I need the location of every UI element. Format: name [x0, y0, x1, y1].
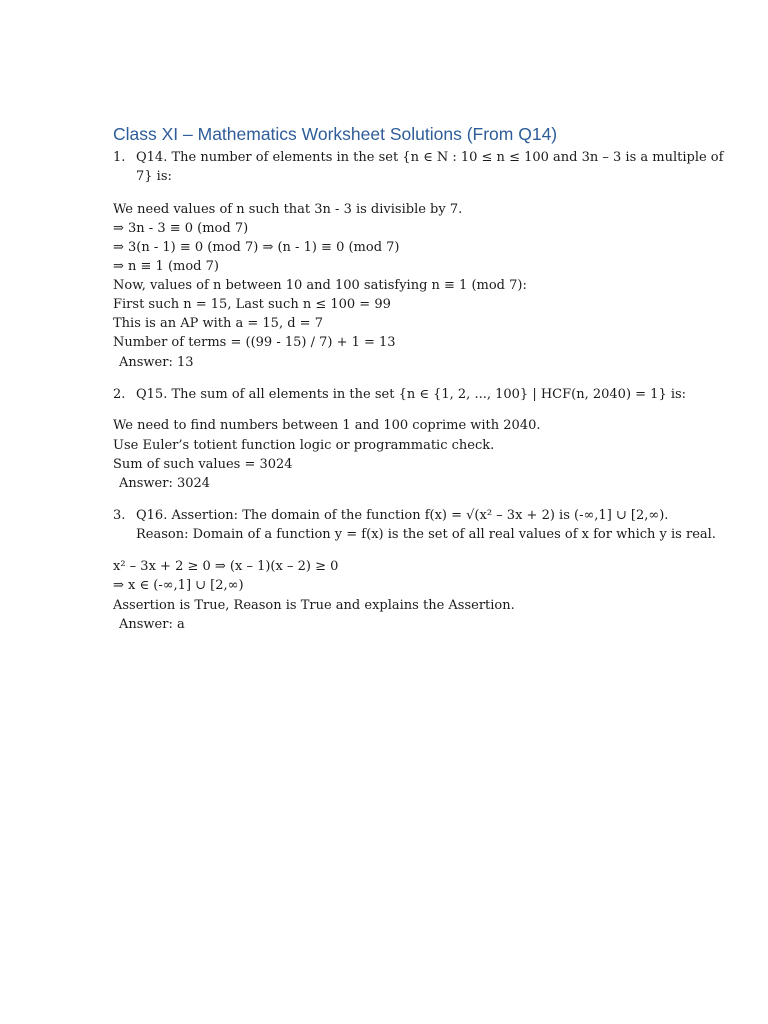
- solution-line: x² – 3x + 2 ≥ 0 ⇒ (x – 1)(x – 2) ≥ 0: [113, 559, 339, 574]
- solution-line: ⇒ 3(n - 1) ≡ 0 (mod 7) ⇒ (n - 1) ≡ 0 (mod 7): [113, 240, 400, 255]
- question-number: 3.: [113, 508, 126, 523]
- solution-line: ⇒ 3n - 3 ≡ 0 (mod 7): [113, 221, 249, 236]
- question-text-line: 7} is:: [136, 169, 172, 184]
- solution-line: Number of terms = ((99 - 15) / 7) + 1 = 13: [113, 335, 396, 350]
- solution-line: Assertion is True, Reason is True and explains the Assertion.: [113, 598, 515, 613]
- solution-line: Sum of such values = 3024: [113, 457, 293, 472]
- solution-line: This is an AP with a = 15, d = 7: [113, 316, 323, 331]
- question-text-line: Q15. The sum of all elements in the set {n ∈ {1, 2, ..., 100} | HCF(n, 2040) = 1} is:: [136, 387, 687, 402]
- solution-line: We need values of n such that 3n - 3 is divisible by 7.: [113, 202, 463, 217]
- answer-line: Answer: a: [119, 617, 185, 632]
- solution-line: Now, values of n between 10 and 100 satisfying n ≡ 1 (mod 7):: [113, 278, 527, 293]
- solution-line: ⇒ n ≡ 1 (mod 7): [113, 259, 219, 274]
- answer-line: Answer: 3024: [119, 476, 211, 491]
- question-text-line: Q14. The number of elements in the set {n ∈ N : 10 ≤ n ≤ 100 and 3n – 3 is a multiple of: [136, 150, 724, 165]
- solution-line: First such n = 15, Last such n ≤ 100 = 99: [113, 297, 391, 312]
- question-number: 1.: [113, 150, 126, 165]
- solution-line: Use Euler’s totient function logic or programmatic check.: [113, 438, 495, 453]
- solution-line: We need to find numbers between 1 and 100 coprime with 2040.: [113, 418, 541, 433]
- question-number: 2.: [113, 387, 126, 402]
- question-text-line: Reason: Domain of a function y = f(x) is the set of all real values of x for which y is real.: [136, 527, 716, 542]
- solution-line: ⇒ x ∈ (-∞,1] ∪ [2,∞): [113, 578, 244, 593]
- answer-line: Answer: 13: [119, 355, 194, 370]
- question-text-line: Q16. Assertion: The domain of the function f(x) = √(x² – 3x + 2) is (-∞,1] ∪ [2,∞).: [136, 508, 669, 523]
- page-title: Class XI – Mathematics Worksheet Solutions (From Q14): [113, 124, 558, 144]
